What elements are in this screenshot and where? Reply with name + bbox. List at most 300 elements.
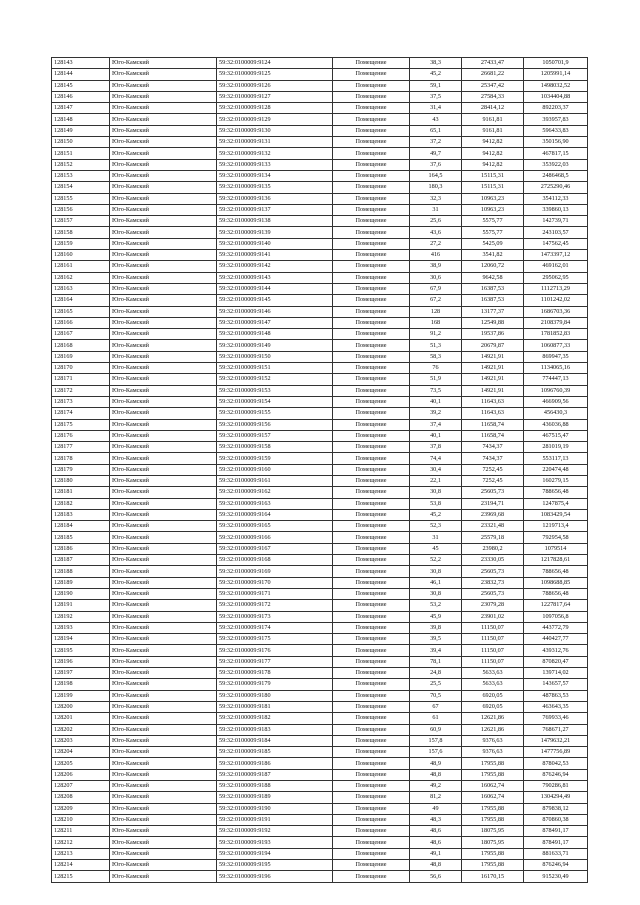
table-row [52,792,588,803]
object-type-cell: Помещение [333,645,410,656]
cadastral-number-cell: 59:32:0100009:9180 [217,690,333,701]
district-cell: Юго-Камский [110,261,217,272]
cadastral-number-cell: 59:32:0100009:9124 [217,58,333,69]
area-cell: 37,2 [410,137,462,148]
cadastral-number-cell: 59:32:0100009:9144 [217,283,333,294]
specific-value-cell: 9161,81 [462,125,524,136]
row-number-cell: 128173 [52,396,110,407]
row-number-cell: 128151 [52,148,110,159]
cadastral-value-cell: 1479632,21 [524,735,588,746]
table-row [52,80,588,91]
cadastral-value-cell: 436036,88 [524,419,588,430]
cadastral-value-cell: 443772,79 [524,622,588,633]
district-cell: Юго-Камский [110,464,217,475]
object-type-cell: Помещение [333,227,410,238]
district-cell: Юго-Камский [110,656,217,667]
table-row [52,656,588,667]
row-number-cell: 128148 [52,114,110,125]
area-cell: 53,2 [410,600,462,611]
district-cell: Юго-Камский [110,238,217,249]
cadastral-number-cell: 59:32:0100009:9189 [217,792,333,803]
cadastral-value-cell: 160279,15 [524,475,588,486]
district-cell: Юго-Камский [110,430,217,441]
district-cell: Юго-Камский [110,58,217,69]
object-type-cell: Помещение [333,600,410,611]
specific-value-cell: 23194,71 [462,498,524,509]
table-row [52,137,588,148]
district-cell: Юго-Камский [110,340,217,351]
row-number-cell: 128190 [52,588,110,599]
district-cell: Юго-Камский [110,453,217,464]
row-number-cell: 128172 [52,385,110,396]
row-number-cell: 128168 [52,340,110,351]
area-cell: 81,2 [410,792,462,803]
object-type-cell: Помещение [333,577,410,588]
cadastral-value-cell: 1079514 [524,543,588,554]
cadastral-number-cell: 59:32:0100009:9133 [217,159,333,170]
row-number-cell: 128171 [52,374,110,385]
row-number-cell: 128202 [52,724,110,735]
district-cell: Юго-Камский [110,577,217,588]
table-row [52,182,588,193]
object-type-cell: Помещение [333,125,410,136]
area-cell: 58,3 [410,351,462,362]
cadastral-value-cell: 1101242,02 [524,295,588,306]
cadastral-value-cell: 439312,76 [524,645,588,656]
table-row [52,125,588,136]
object-type-cell: Помещение [333,159,410,170]
specific-value-cell: 6920,05 [462,701,524,712]
cadastral-value-cell: 463643,35 [524,701,588,712]
row-number-cell: 128188 [52,566,110,577]
cadastral-number-cell: 59:32:0100009:9194 [217,848,333,859]
object-type-cell: Помещение [333,724,410,735]
cadastral-number-cell: 59:32:0100009:9125 [217,69,333,80]
row-number-cell: 128165 [52,306,110,317]
area-cell: 45,2 [410,509,462,520]
district-cell: Юго-Камский [110,363,217,374]
cadastral-number-cell: 59:32:0100009:9186 [217,758,333,769]
row-number-cell: 128211 [52,826,110,837]
table-row [52,385,588,396]
row-number-cell: 128195 [52,645,110,656]
object-type-cell: Помещение [333,622,410,633]
object-type-cell: Помещение [333,306,410,317]
row-number-cell: 128213 [52,848,110,859]
object-type-cell: Помещение [333,272,410,283]
object-type-cell: Помещение [333,555,410,566]
cadastral-number-cell: 59:32:0100009:9160 [217,464,333,475]
table-row [52,250,588,261]
table-body [52,58,588,883]
row-number-cell: 128163 [52,283,110,294]
cadastral-value-cell: 1227817,64 [524,600,588,611]
cadastral-number-cell: 59:32:0100009:9181 [217,701,333,712]
object-type-cell: Помещение [333,340,410,351]
table-row [52,487,588,498]
table-row [52,758,588,769]
cadastral-number-cell: 59:32:0100009:9168 [217,555,333,566]
object-type-cell: Помещение [333,351,410,362]
area-cell: 48,6 [410,837,462,848]
object-type-cell: Помещение [333,634,410,645]
row-number-cell: 128185 [52,532,110,543]
object-type-cell: Помещение [333,464,410,475]
cadastral-value-cell: 1781852,83 [524,329,588,340]
row-number-cell: 128152 [52,159,110,170]
object-type-cell: Помещение [333,295,410,306]
area-cell: 24,8 [410,668,462,679]
district-cell: Юго-Камский [110,668,217,679]
area-cell: 38,3 [410,58,462,69]
district-cell: Юго-Камский [110,521,217,532]
specific-value-cell: 5575,77 [462,216,524,227]
row-number-cell: 128181 [52,487,110,498]
object-type-cell: Помещение [333,588,410,599]
specific-value-cell: 10963,23 [462,204,524,215]
area-cell: 48,8 [410,860,462,871]
object-type-cell: Помещение [333,611,410,622]
table-row [52,645,588,656]
district-cell: Юго-Камский [110,295,217,306]
cadastral-value-cell: 878042,53 [524,758,588,769]
area-cell: 25,6 [410,216,462,227]
specific-value-cell: 23980,2 [462,543,524,554]
district-cell: Юго-Камский [110,555,217,566]
specific-value-cell: 28414,12 [462,103,524,114]
specific-value-cell: 5633,63 [462,668,524,679]
table-row [52,600,588,611]
object-type-cell: Помещение [333,430,410,441]
cadastral-value-cell: 1205991,14 [524,69,588,80]
cadastral-value-cell: 1247875,4 [524,498,588,509]
row-number-cell: 128164 [52,295,110,306]
specific-value-cell: 25347,42 [462,80,524,91]
row-number-cell: 128153 [52,170,110,181]
area-cell: 70,5 [410,690,462,701]
row-number-cell: 128158 [52,227,110,238]
cadastral-number-cell: 59:32:0100009:9137 [217,204,333,215]
area-cell: 51,9 [410,374,462,385]
cadastral-value-cell: 553117,13 [524,453,588,464]
object-type-cell: Помещение [333,442,410,453]
area-cell: 43,6 [410,227,462,238]
area-cell: 30,8 [410,487,462,498]
table-row [52,826,588,837]
cadastral-number-cell: 59:32:0100009:9191 [217,814,333,825]
cadastral-number-cell: 59:32:0100009:9187 [217,769,333,780]
cadastral-value-cell: 1060877,33 [524,340,588,351]
row-number-cell: 128175 [52,419,110,430]
object-type-cell: Помещение [333,679,410,690]
object-type-cell: Помещение [333,182,410,193]
district-cell: Юго-Камский [110,814,217,825]
table-row [52,509,588,520]
district-cell: Юго-Камский [110,600,217,611]
cadastral-value-cell: 1217828,61 [524,555,588,566]
table-row [52,543,588,554]
specific-value-cell: 25605,73 [462,566,524,577]
object-type-cell: Помещение [333,769,410,780]
row-number-cell: 128194 [52,634,110,645]
row-number-cell: 128150 [52,137,110,148]
cadastral-number-cell: 59:32:0100009:9158 [217,442,333,453]
cadastral-number-cell: 59:32:0100009:9141 [217,250,333,261]
district-cell: Юго-Камский [110,419,217,430]
area-cell: 65,1 [410,125,462,136]
row-number-cell: 128160 [52,250,110,261]
district-cell: Юго-Камский [110,498,217,509]
row-number-cell: 128200 [52,701,110,712]
table-row [52,498,588,509]
specific-value-cell: 27433,47 [462,58,524,69]
specific-value-cell: 11150,07 [462,622,524,633]
cadastral-number-cell: 59:32:0100009:9173 [217,611,333,622]
table-row [52,227,588,238]
object-type-cell: Помещение [333,114,410,125]
specific-value-cell: 14921,91 [462,374,524,385]
district-cell: Юго-Камский [110,396,217,407]
specific-value-cell: 11658,74 [462,430,524,441]
cadastral-number-cell: 59:32:0100009:9172 [217,600,333,611]
cadastral-number-cell: 59:32:0100009:9195 [217,860,333,871]
object-type-cell: Помещение [333,408,410,419]
specific-value-cell: 7434,37 [462,442,524,453]
row-number-cell: 128212 [52,837,110,848]
cadastral-number-cell: 59:32:0100009:9140 [217,238,333,249]
cadastral-number-cell: 59:32:0100009:9177 [217,656,333,667]
cadastral-value-cell: 790286,81 [524,781,588,792]
area-cell: 168 [410,317,462,328]
cadastral-value-cell: 1097056,8 [524,611,588,622]
district-cell: Юго-Камский [110,860,217,871]
specific-value-cell: 16387,53 [462,295,524,306]
table-row [52,521,588,532]
specific-value-cell: 10963,23 [462,193,524,204]
cadastral-number-cell: 59:32:0100009:9166 [217,532,333,543]
cadastral-number-cell: 59:32:0100009:9164 [217,509,333,520]
district-cell: Юго-Камский [110,735,217,746]
cadastral-number-cell: 59:32:0100009:9165 [217,521,333,532]
row-number-cell: 128169 [52,351,110,362]
row-number-cell: 128176 [52,430,110,441]
specific-value-cell: 12549,88 [462,317,524,328]
row-number-cell: 128147 [52,103,110,114]
row-number-cell: 128177 [52,442,110,453]
object-type-cell: Помещение [333,837,410,848]
cadastral-value-cell: 339860,13 [524,204,588,215]
specific-value-cell: 27584,33 [462,91,524,102]
area-cell: 53,8 [410,498,462,509]
row-number-cell: 128208 [52,792,110,803]
area-cell: 78,1 [410,656,462,667]
cadastral-number-cell: 59:32:0100009:9151 [217,363,333,374]
district-cell: Юго-Камский [110,125,217,136]
row-number-cell: 128199 [52,690,110,701]
object-type-cell: Помещение [333,385,410,396]
area-cell: 51,3 [410,340,462,351]
table-row [52,69,588,80]
row-number-cell: 128149 [52,125,110,136]
cadastral-value-cell: 350156,90 [524,137,588,148]
table-row [52,204,588,215]
cadastral-value-cell: 281019,19 [524,442,588,453]
specific-value-cell: 5425,09 [462,238,524,249]
area-cell: 40,1 [410,430,462,441]
district-cell: Юго-Камский [110,408,217,419]
row-number-cell: 128159 [52,238,110,249]
specific-value-cell: 15115,31 [462,170,524,181]
district-cell: Юго-Камский [110,114,217,125]
area-cell: 30,8 [410,566,462,577]
cadastral-number-cell: 59:32:0100009:9192 [217,826,333,837]
table-row [52,261,588,272]
area-cell: 67 [410,701,462,712]
table-row [52,690,588,701]
area-cell: 38,9 [410,261,462,272]
specific-value-cell: 26681,22 [462,69,524,80]
district-cell: Юго-Камский [110,182,217,193]
area-cell: 45 [410,543,462,554]
table-row [52,396,588,407]
area-cell: 25,5 [410,679,462,690]
district-cell: Юго-Камский [110,532,217,543]
table-row [52,306,588,317]
specific-value-cell: 9376,63 [462,735,524,746]
district-cell: Юго-Камский [110,487,217,498]
row-number-cell: 128196 [52,656,110,667]
cadastral-value-cell: 139714,02 [524,668,588,679]
object-type-cell: Помещение [333,487,410,498]
cadastral-number-cell: 59:32:0100009:9169 [217,566,333,577]
row-number-cell: 128174 [52,408,110,419]
table-row [52,588,588,599]
area-cell: 22,1 [410,475,462,486]
object-type-cell: Помещение [333,826,410,837]
row-number-cell: 128204 [52,747,110,758]
area-cell: 31 [410,532,462,543]
table-row [52,769,588,780]
row-number-cell: 128170 [52,363,110,374]
district-cell: Юго-Камский [110,103,217,114]
table-row [52,340,588,351]
cadastral-value-cell: 469162,01 [524,261,588,272]
table-row [52,803,588,814]
specific-value-cell: 23969,68 [462,509,524,520]
cadastral-value-cell: 2725290,46 [524,182,588,193]
cadastral-value-cell: 354112,33 [524,193,588,204]
area-cell: 48,8 [410,769,462,780]
cadastral-value-cell: 1498032,52 [524,80,588,91]
specific-value-cell: 11643,63 [462,396,524,407]
cadastral-number-cell: 59:32:0100009:9170 [217,577,333,588]
cadastral-number-cell: 59:32:0100009:9145 [217,295,333,306]
area-cell: 128 [410,306,462,317]
cadastral-value-cell: 1134065,16 [524,363,588,374]
table-row [52,419,588,430]
table-row [52,408,588,419]
cadastral-number-cell: 59:32:0100009:9161 [217,475,333,486]
district-cell: Юго-Камский [110,193,217,204]
area-cell: 39,5 [410,634,462,645]
specific-value-cell: 7252,45 [462,464,524,475]
area-cell: 31,4 [410,103,462,114]
object-type-cell: Помещение [333,329,410,340]
area-cell: 48,3 [410,814,462,825]
object-type-cell: Помещение [333,521,410,532]
cadastral-value-cell: 1050701,9 [524,58,588,69]
specific-value-cell: 9161,81 [462,114,524,125]
table-row [52,622,588,633]
cadastral-number-cell: 59:32:0100009:9196 [217,871,333,882]
object-type-cell: Помещение [333,204,410,215]
district-cell: Юго-Камский [110,385,217,396]
district-cell: Юго-Камский [110,724,217,735]
specific-value-cell: 25579,18 [462,532,524,543]
area-cell: 37,8 [410,442,462,453]
district-cell: Юго-Камский [110,509,217,520]
cadastral-number-cell: 59:32:0100009:9129 [217,114,333,125]
table-row [52,532,588,543]
cadastral-number-cell: 59:32:0100009:9188 [217,781,333,792]
district-cell: Юго-Камский [110,747,217,758]
row-number-cell: 128206 [52,769,110,780]
specific-value-cell: 17955,88 [462,769,524,780]
cadastral-value-cell: 1219713,4 [524,521,588,532]
table-row [52,329,588,340]
object-type-cell: Помещение [333,758,410,769]
cadastral-number-cell: 59:32:0100009:9142 [217,261,333,272]
district-cell: Юго-Камский [110,634,217,645]
object-type-cell: Помещение [333,91,410,102]
object-type-cell: Помещение [333,103,410,114]
cadastral-value-cell: 774447,13 [524,374,588,385]
table-row [52,58,588,69]
object-type-cell: Помещение [333,566,410,577]
cadastral-value-cell: 878491,17 [524,837,588,848]
object-type-cell: Помещение [333,656,410,667]
table-row [52,374,588,385]
specific-value-cell: 19537,86 [462,329,524,340]
cadastral-number-cell: 59:32:0100009:9182 [217,713,333,724]
area-cell: 59,1 [410,80,462,91]
table-row [52,475,588,486]
cadastral-number-cell: 59:32:0100009:9176 [217,645,333,656]
area-cell: 67,2 [410,295,462,306]
specific-value-cell: 11150,07 [462,656,524,667]
row-number-cell: 128178 [52,453,110,464]
cadastral-value-cell: 869947,35 [524,351,588,362]
district-cell: Юго-Камский [110,543,217,554]
object-type-cell: Помещение [333,80,410,91]
table-row [52,724,588,735]
area-cell: 49 [410,803,462,814]
district-cell: Юго-Камский [110,713,217,724]
table-row [52,363,588,374]
table-row [52,430,588,441]
specific-value-cell: 5575,77 [462,227,524,238]
table-row [52,283,588,294]
row-number-cell: 128145 [52,80,110,91]
cadastral-number-cell: 59:32:0100009:9149 [217,340,333,351]
specific-value-cell: 23901,02 [462,611,524,622]
cadastral-value-cell: 870860,38 [524,814,588,825]
specific-value-cell: 16387,53 [462,283,524,294]
specific-value-cell: 5633,63 [462,679,524,690]
specific-value-cell: 9412,82 [462,159,524,170]
row-number-cell: 128214 [52,860,110,871]
cadastral-number-cell: 59:32:0100009:9184 [217,735,333,746]
